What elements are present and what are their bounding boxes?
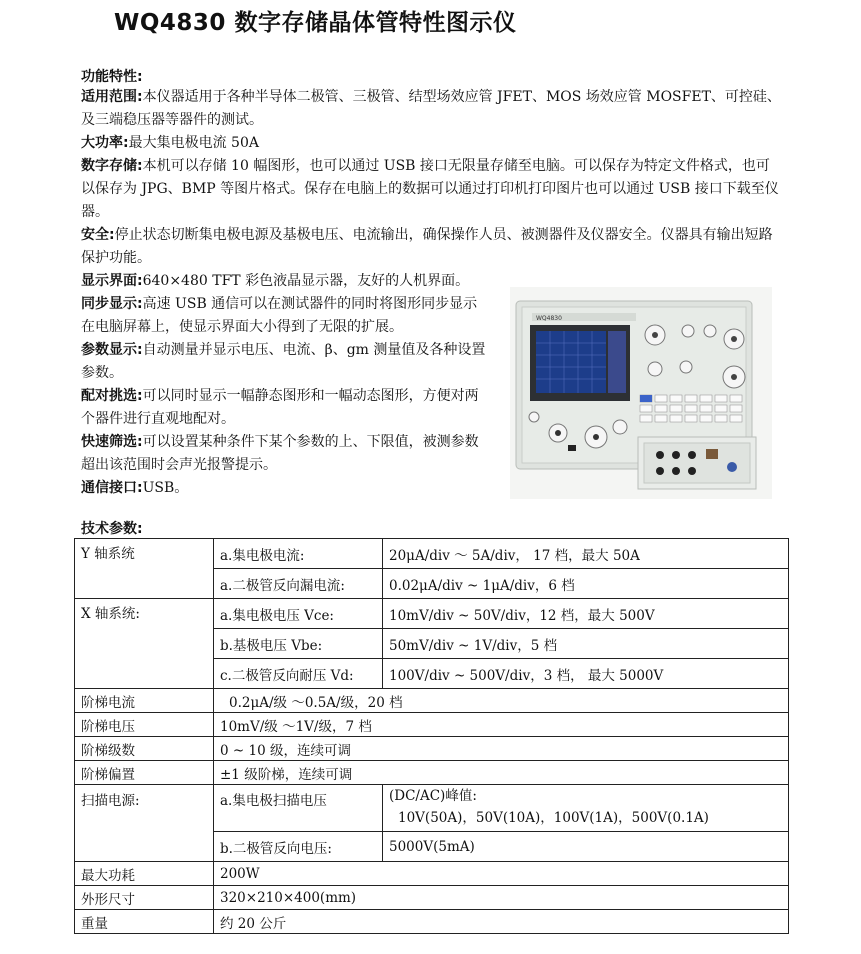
spec-name: 扫描电源: bbox=[75, 785, 214, 862]
feature-key: 配对挑选 bbox=[81, 388, 137, 404]
table-row bbox=[75, 886, 789, 910]
spec-name: 阶梯级数 bbox=[75, 737, 214, 761]
feature-key: 显示界面 bbox=[81, 273, 137, 289]
feature-text: 最大集电极电流 50A bbox=[128, 135, 259, 151]
feature-screening: 快速筛选:可以设置某种条件下某个参数的上、下限值，被测参数超出该范围时会声光报警提示。 bbox=[81, 434, 479, 473]
feature-pairing: 配对挑选:可以同时显示一幅静态图形和一幅动态图形，方便对两个器件进行直观地配对。 bbox=[81, 388, 479, 427]
feature-key: 数字存储 bbox=[81, 158, 137, 174]
spec-value: ±1 级阶梯，连续可调 bbox=[214, 761, 789, 785]
feature-text: USB。 bbox=[142, 480, 189, 496]
feature-key: 适用范围 bbox=[81, 89, 137, 105]
table-row bbox=[75, 737, 789, 761]
spec-name: 阶梯偏置 bbox=[75, 761, 214, 785]
feature-text: 停止状态切断集电极电源及基极电压、电流输出，确保操作人员、被测器件及仪器安全。仪器具有输出短路保护功能。 bbox=[81, 227, 773, 266]
spec-value-line: 10V(50A)，50V(10A)，100V(1A)，500V(0.1A) bbox=[398, 810, 709, 826]
feature-key: 同步显示 bbox=[81, 296, 137, 312]
spec-value: 5000V(5mA) bbox=[383, 832, 789, 862]
feature-sync: 同步显示:高速 USB 通信可以在测试器件的同时将图形同步显示在电脑屏幕上，使显示界面大小得到了无限的扩展。 bbox=[81, 296, 478, 335]
spec-name: 外形尺寸 bbox=[75, 886, 214, 910]
feature-safety: 安全:停止状态切断集电极电源及基极电压、电流输出，确保操作人员、被测器件及仪器安全。仪器具有输出短路保护功能。 bbox=[81, 227, 773, 266]
feature-display: 显示界面:640×480 TFT 彩色液晶显示器，友好的人机界面。 bbox=[81, 273, 470, 289]
feature-key: 大功率 bbox=[81, 135, 123, 151]
feature-text: 自动测量并显示电压、电流、β、gm 测量值及各种设置参数。 bbox=[81, 342, 486, 381]
spec-value: 320×210×400(mm) bbox=[214, 886, 789, 910]
spec-heading: 技术参数: bbox=[81, 521, 143, 537]
spec-value-line: (DC/AC)峰值: bbox=[389, 788, 477, 804]
table-row bbox=[75, 785, 789, 832]
spec-name: 阶梯电压 bbox=[75, 713, 214, 737]
spec-name: Y 轴系统 bbox=[75, 539, 214, 599]
feature-text: 可以同时显示一幅静态图形和一幅动态图形，方便对两个器件进行直观地配对。 bbox=[81, 388, 479, 427]
spec-value: 10mV/div ~ 50V/div，12 档，最大 500V bbox=[383, 599, 789, 629]
feature-key: 快速筛选 bbox=[81, 434, 137, 450]
spec-item: c.二极管反向耐压 Vd: bbox=[214, 659, 383, 689]
table-row bbox=[75, 539, 789, 569]
feature-storage: 数字存储:本机可以存储 10 幅图形，也可以通过 USB 接口无限量存储至电脑。可以保存为特定文件格式，也可以保存为 JPG、BMP 等图片格式。保存在电脑上的数据可以通过打印机打印图片也可以通过 USB 接口下载至仪器。 bbox=[81, 158, 779, 220]
feature-key: 通信接口 bbox=[81, 480, 137, 496]
table-row bbox=[75, 910, 789, 934]
spec-item: b.基极电压 Vbe: bbox=[214, 629, 383, 659]
page-title: WQ4830 数字存储晶体管特性图示仪 bbox=[114, 10, 517, 36]
spec-value: 50mV/div ~ 1V/div，5 档 bbox=[383, 629, 789, 659]
features-heading: 功能特性: bbox=[81, 69, 143, 85]
spec-value: 0.02μA/div ~ 1μA/div，6 档 bbox=[383, 569, 789, 599]
spec-item: a.集电极电压 Vce: bbox=[214, 599, 383, 629]
spec-value: 约 20 公斤 bbox=[214, 910, 789, 934]
feature-key: 安全 bbox=[81, 227, 109, 243]
spec-item: a.集电极电流: bbox=[214, 539, 383, 569]
spec-name: 最大功耗 bbox=[75, 862, 214, 886]
feature-text: 可以设置某种条件下某个参数的上、下限值，被测参数超出该范围时会声光报警提示。 bbox=[81, 434, 479, 473]
feature-text: 高速 USB 通信可以在测试器件的同时将图形同步显示在电脑屏幕上，使显示界面大小得到了无限的扩展。 bbox=[81, 296, 478, 335]
spec-value: 10mV/级 ～1V/级，7 档 bbox=[214, 713, 789, 737]
spec-value: 0 ~ 10 级，连续可调 bbox=[214, 737, 789, 761]
spec-name: 阶梯电流 bbox=[75, 689, 214, 713]
spec-item: a.二极管反向漏电流: bbox=[214, 569, 383, 599]
spec-table bbox=[74, 538, 789, 934]
spec-value: 100V/div ~ 500V/div，3 档， 最大 5000V bbox=[383, 659, 789, 689]
feature-scope: 适用范围:本仪器适用于各种半导体二极管、三极管、结型场效应管 JFET、MOS 场效应管 MOSFET、可控硅、及三端稳压器等器件的测试。 bbox=[81, 89, 781, 128]
table-row bbox=[75, 689, 789, 713]
spec-value: 200W bbox=[214, 862, 789, 886]
table-row bbox=[75, 761, 789, 785]
table-row bbox=[75, 862, 789, 886]
spec-value bbox=[383, 785, 789, 832]
table-row bbox=[75, 599, 789, 629]
spec-name: 重量 bbox=[75, 910, 214, 934]
table-row bbox=[75, 713, 789, 737]
feature-power: 大功率:最大集电极电流 50A bbox=[81, 135, 259, 151]
spec-value bbox=[214, 689, 789, 713]
device-photo bbox=[510, 287, 772, 499]
device-model-label: WQ4830 bbox=[536, 315, 562, 322]
spec-value-text: 0.2μA/级 ～0.5A/级，20 档 bbox=[229, 694, 403, 711]
feature-text: 本仪器适用于各种半导体二极管、三极管、结型场效应管 JFET、MOS 场效应管 MOSFET、可控硅、及三端稳压器等器件的测试。 bbox=[81, 89, 781, 128]
feature-interface: 通信接口:USB。 bbox=[81, 480, 189, 496]
feature-key: 参数显示 bbox=[81, 342, 137, 358]
spec-value: 20μA/div ～ 5A/div， 17 档，最大 50A bbox=[383, 539, 789, 569]
feature-text: 640×480 TFT 彩色液晶显示器，友好的人机界面。 bbox=[142, 273, 470, 289]
feature-text: 本机可以存储 10 幅图形，也可以通过 USB 接口无限量存储至电脑。可以保存为特定文件格式，也可以保存为 JPG、BMP 等图片格式。保存在电脑上的数据可以通过打印机打印图片也可以通过 USB 接口下载至仪器。 bbox=[81, 158, 779, 220]
spec-item: b.二极管反向电压: bbox=[214, 832, 383, 862]
feature-params: 参数显示:自动测量并显示电压、电流、β、gm 测量值及各种设置参数。 bbox=[81, 342, 486, 381]
spec-name: X 轴系统: bbox=[75, 599, 214, 689]
spec-item: a.集电极扫描电压 bbox=[214, 785, 383, 832]
